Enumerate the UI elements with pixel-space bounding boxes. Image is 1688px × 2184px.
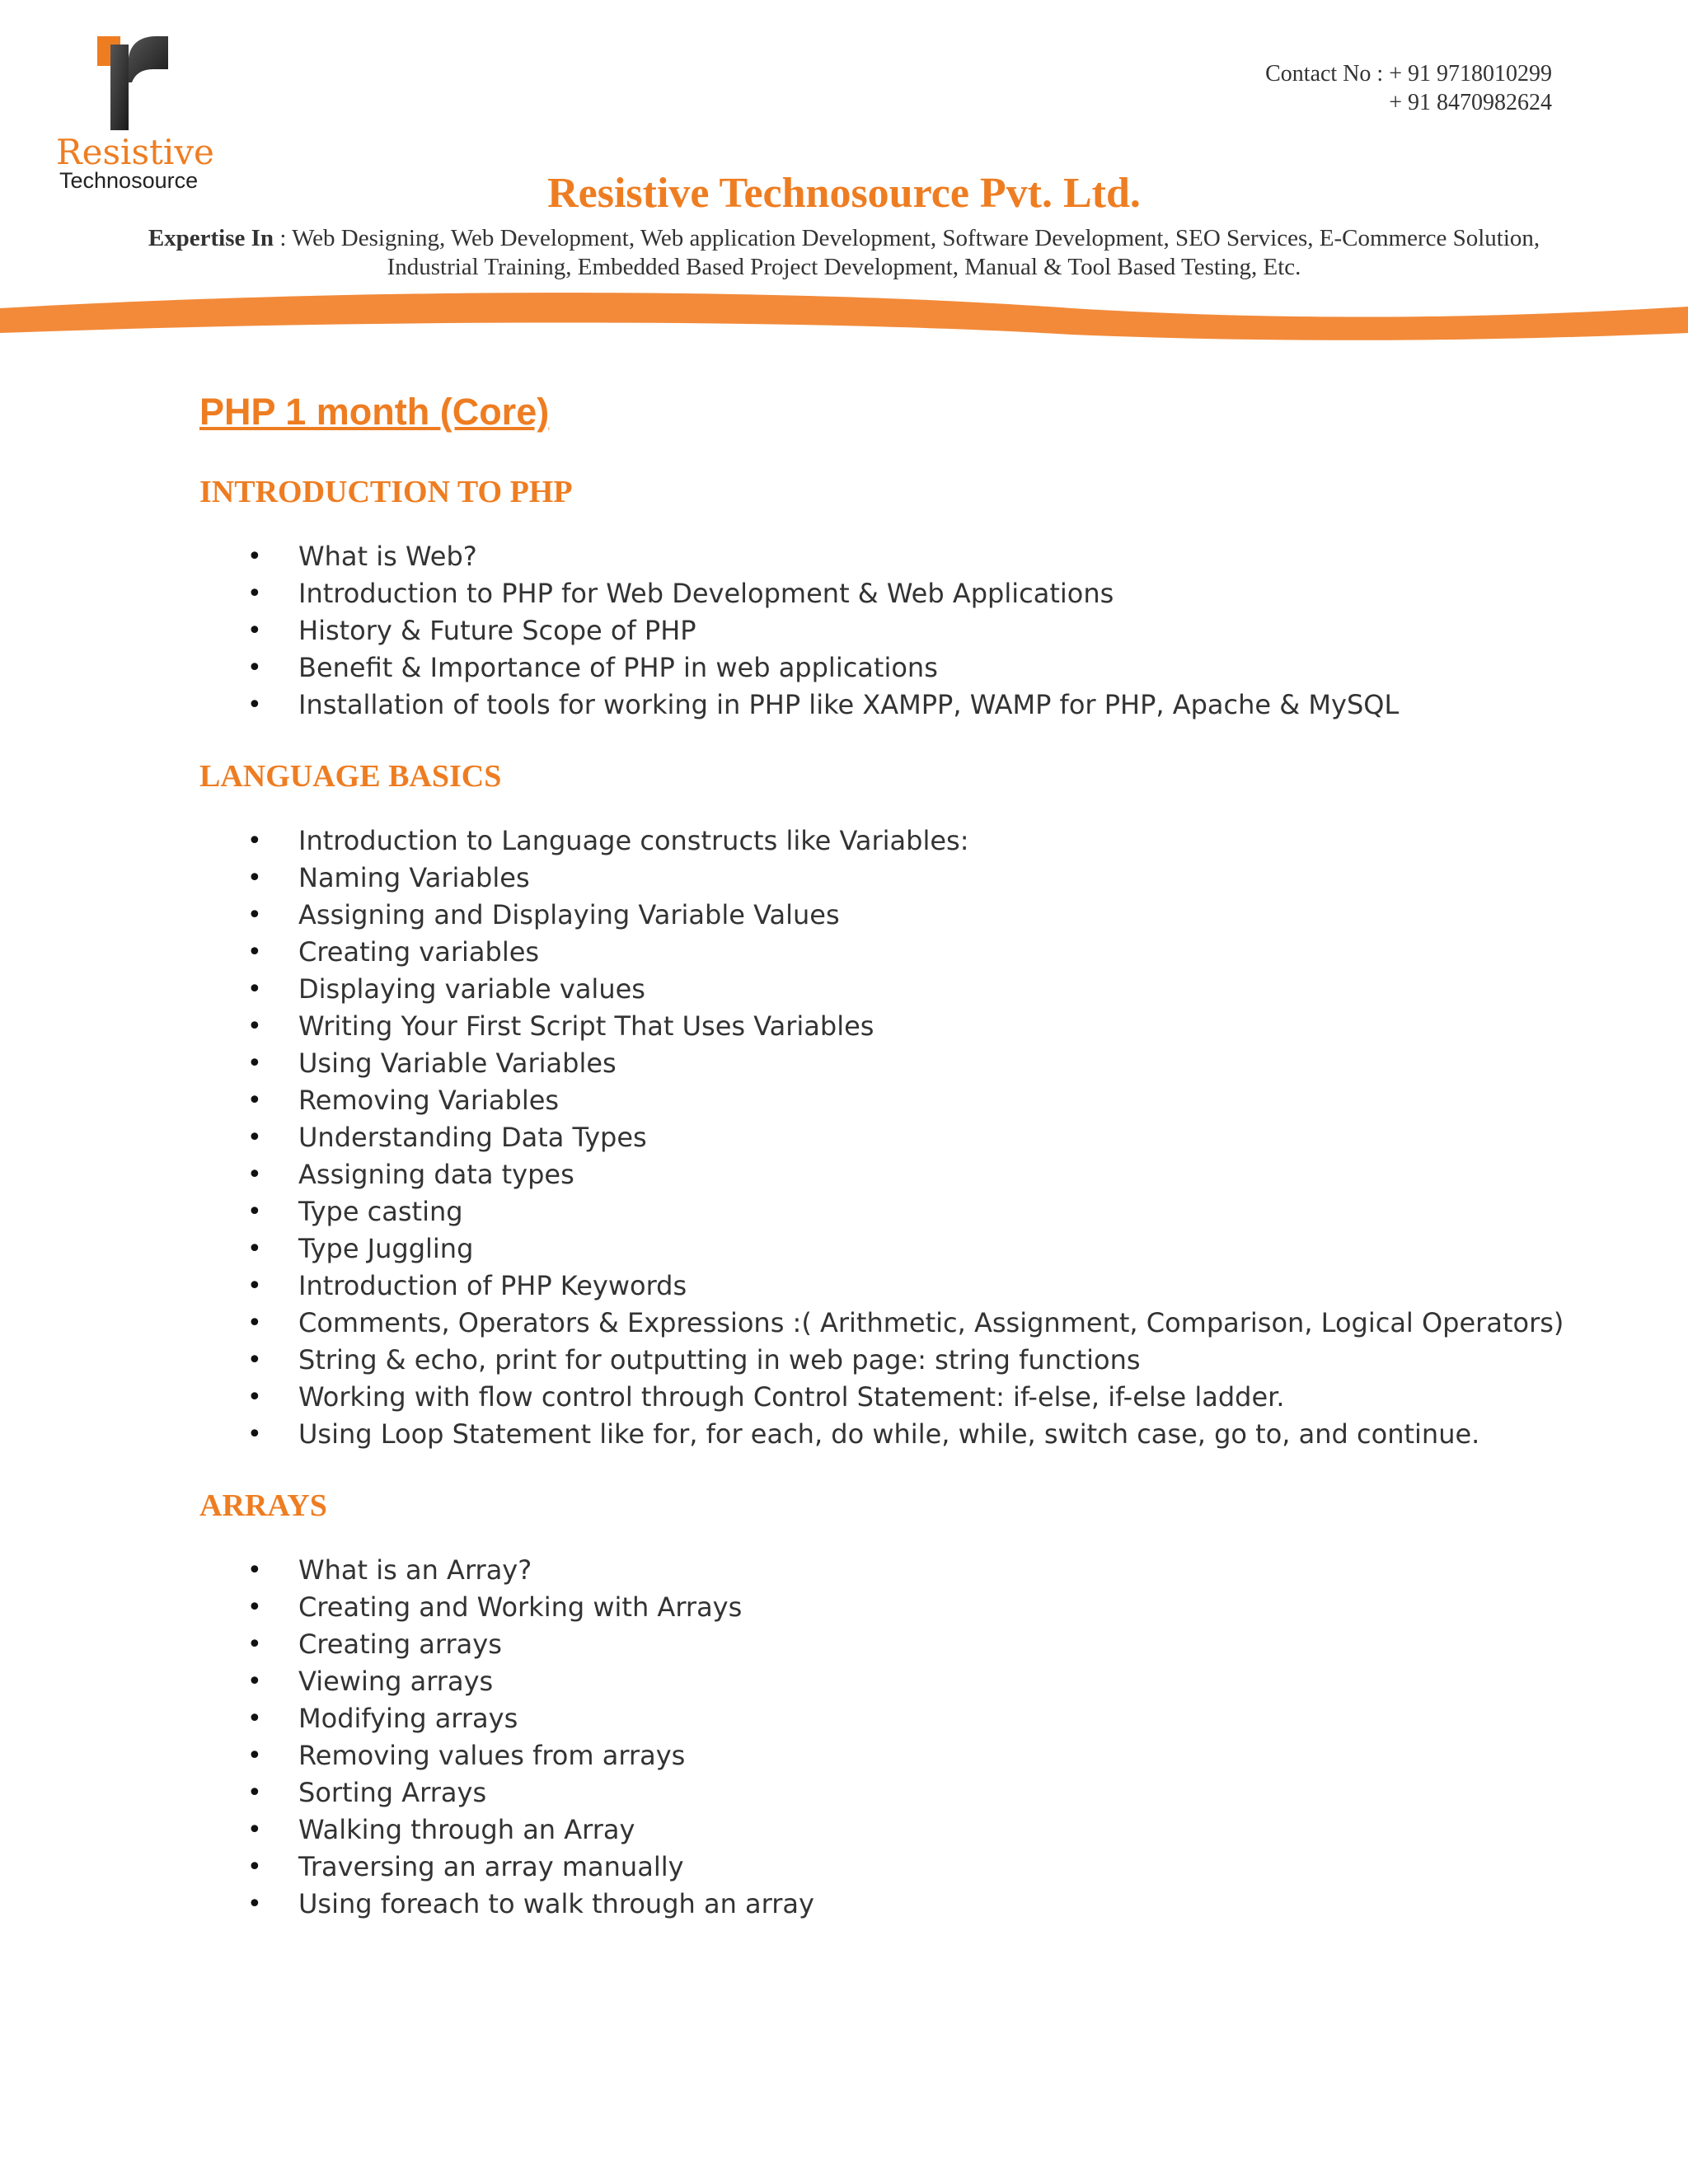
contact-line-1: Contact No : + 91 9718010299	[1265, 61, 1552, 87]
list-item: • Creating and Working with Arrays	[199, 1589, 1601, 1626]
expertise-text	[33, 224, 1655, 282]
expertise-line-2: Industrial Training, Embedded Based Project Development, Manual & Tool Based Testing, Etc.	[387, 254, 1301, 280]
list-item: • Removing Variables	[199, 1082, 1601, 1119]
list-item: • Sorting Arrays	[199, 1774, 1601, 1811]
logo-r-mark-icon	[96, 33, 170, 130]
list-item: • Comments, Operators & Expressions :( Arithmetic, Assignment, Comparison, Logical Operators)	[199, 1305, 1601, 1342]
list-item: • Introduction of PHP Keywords	[199, 1268, 1601, 1305]
list-item: • Displaying variable values	[199, 971, 1601, 1008]
topic-list	[199, 1552, 1601, 1923]
list-item: • Writing Your First Script That Uses Variables	[199, 1008, 1601, 1045]
logo-brand-text: Resistive	[56, 132, 214, 172]
section-title: LANGUAGE BASICS	[199, 759, 502, 794]
topic-list	[199, 538, 1601, 724]
list-item: • Removing values from arrays	[199, 1737, 1601, 1774]
section-introduction	[199, 469, 1601, 724]
company-name: Resistive Technosource Pvt. Ltd.	[547, 170, 1141, 217]
list-item: • Traversing an array manually	[199, 1849, 1601, 1886]
expertise-line-1	[33, 224, 1655, 253]
list-item: • Using Loop Statement like for, for each, do while, while, switch case, go to, and continue.	[199, 1416, 1601, 1453]
section-arrays	[199, 1483, 1601, 1923]
list-item: • Creating arrays	[199, 1626, 1601, 1663]
topic-list	[199, 823, 1601, 1453]
list-item: • String & echo, print for outputting in web page: string functions	[199, 1342, 1601, 1379]
list-item: • Introduction to PHP for Web Development & Web Applications	[199, 575, 1601, 612]
list-item: • History & Future Scope of PHP	[199, 612, 1601, 649]
contact-line-2: + 91 8470982624	[1389, 90, 1552, 115]
list-item: • Introduction to Language constructs like Variables:	[199, 823, 1601, 860]
list-item: • Working with flow control through Control Statement: if-else, if-else ladder.	[199, 1379, 1601, 1416]
course-title: PHP 1 month (Core)	[199, 391, 550, 433]
contact-info	[1265, 59, 1552, 117]
list-item: • Viewing arrays	[199, 1663, 1601, 1700]
list-item: • Naming Variables	[199, 860, 1601, 897]
list-item: • Understanding Data Types	[199, 1119, 1601, 1156]
section-language-basics	[199, 753, 1601, 1453]
list-item: • Walking through an Array	[199, 1811, 1601, 1849]
list-item: • Type Juggling	[199, 1230, 1601, 1268]
list-item: • Using Variable Variables	[199, 1045, 1601, 1082]
list-item: • What is Web?	[199, 538, 1601, 575]
expertise-label: Expertise In	[148, 225, 274, 251]
list-item: • Creating variables	[199, 934, 1601, 971]
list-item: • What is an Array?	[199, 1552, 1601, 1589]
list-item: • Modifying arrays	[199, 1700, 1601, 1737]
section-title: ARRAYS	[199, 1488, 327, 1523]
course-content	[199, 381, 1601, 1923]
expertise-services: : Web Designing, Web Development, Web application Development, Software Development, SEO Services, E-Commerce Solution,	[274, 225, 1540, 251]
list-item: • Assigning data types	[199, 1156, 1601, 1193]
logo-sub-text: Technosource	[59, 168, 199, 193]
list-item: • Using foreach to walk through an array	[199, 1886, 1601, 1923]
list-item: • Type casting	[199, 1193, 1601, 1230]
list-item: • Installation of tools for working in PHP like XAMPP, WAMP for PHP, Apache & MySQL	[199, 687, 1601, 724]
section-title: INTRODUCTION TO PHP	[199, 475, 573, 509]
list-item: • Benefit & Importance of PHP in web applications	[199, 649, 1601, 687]
list-item: • Assigning and Displaying Variable Values	[199, 897, 1601, 934]
header-swoosh-divider	[0, 290, 1688, 348]
